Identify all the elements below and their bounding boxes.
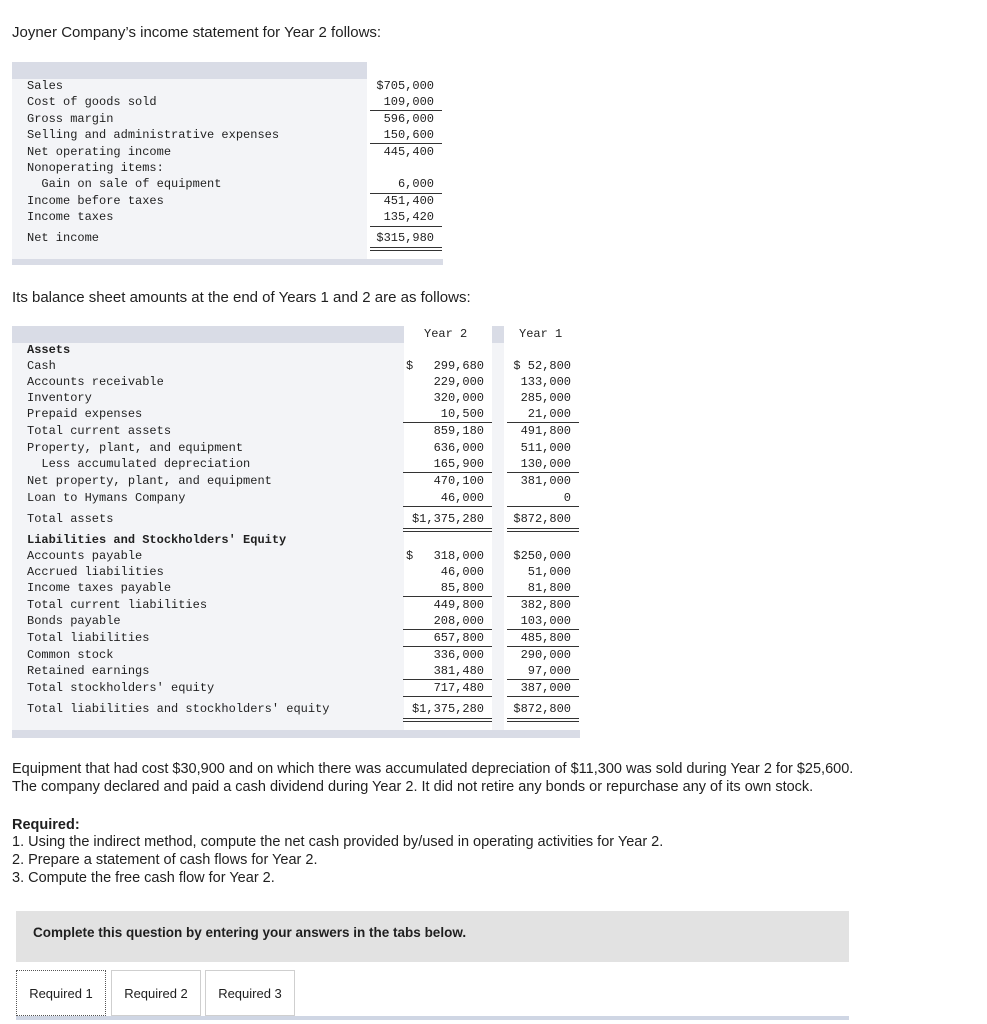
table-row: Accounts receivable 229,000 133,000 [27,375,571,389]
double-underline [370,250,442,251]
required-item: 1. Using the indirect method, compute the net cash provided by/used in operating activities for Year 2. [12,834,664,850]
table-row: Sales $705,000 [27,79,434,93]
balance-intro-text: Its balance sheet amounts at the end of Years 1 and 2 are as follows: [12,289,471,306]
balance-sheet-table [12,326,580,738]
table-row: Total current assets 859,180 491,800 [27,424,571,438]
table-row: Selling and administrative expenses 150,600 [27,128,434,142]
tab-required-3[interactable]: Required 3 [205,970,295,1016]
table-row: Assets [27,343,71,357]
table-row: Total liabilities 657,800 485,800 [27,631,571,645]
table-row: Property, plant, and equipment 636,000 511,000 [27,441,571,455]
equipment-paragraph: Equipment that had cost $30,900 and on which there was accumulated depreciation of $11,300 was sold during Year 2 for $25,600. [12,761,854,777]
underline [403,506,492,507]
table-row: Total current liabilities 449,800 382,800 [27,598,571,612]
table-row: Net operating income 445,400 [27,145,434,159]
table-row: Cost of goods sold 109,000 [27,95,434,109]
table-footer-bar [12,259,443,265]
underline [507,629,579,630]
table-row: Nonoperating items: [27,161,164,175]
table-row: Retained earnings 381,480 97,000 [27,664,571,678]
underline [370,110,442,111]
double-underline [403,531,492,532]
underline [507,472,579,473]
underline [403,696,492,697]
underline [403,679,492,680]
double-underline [403,528,492,529]
double-underline [403,718,492,719]
table-row: Liabilities and Stockholders' Equity [27,533,287,547]
dividend-paragraph: The company declared and paid a cash dividend during Year 2. It did not retire any bonds or repurchase any of its own stock. [12,779,814,795]
table-row: Total assets $1,375,280 $872,800 [27,512,571,526]
underline [507,506,579,507]
tab-required-1[interactable]: Required 1 [16,970,106,1016]
double-underline [507,718,579,719]
required-item: 2. Prepare a statement of cash flows for Year 2. [12,852,318,868]
double-underline [507,721,579,722]
underline [507,646,579,647]
column-header-year1: Year 1 [519,327,563,341]
instruction-text: Complete this question by entering your answers in the tabs below. [33,925,467,940]
table-row: Bonds payable 208,000 103,000 [27,614,571,628]
table-row: Less accumulated depreciation 165,900 130,000 [27,457,571,471]
underline [403,472,492,473]
table-row: Gain on sale of equipment 6,000 [27,177,434,191]
underline [370,226,442,227]
double-underline [507,531,579,532]
underline [507,696,579,697]
table-row: Prepaid expenses 10,500 21,000 [27,407,571,421]
double-underline [507,528,579,529]
column-header-year2: Year 2 [424,327,468,341]
table-row: Gross margin 596,000 [27,112,434,126]
table-row: Inventory 320,000 285,000 [27,391,571,405]
table-row: Income taxes 135,420 [27,210,434,224]
underline [403,596,492,597]
underline [507,679,579,680]
underline [370,143,442,144]
table-row: Cash $ 299,680 $ 52,800 [27,359,571,373]
table-row: Loan to Hymans Company 46,000 0 [27,491,571,505]
table-row: Total stockholders' equity 717,480 387,000 [27,681,571,695]
instruction-banner [16,911,849,962]
intro-text: Joyner Company’s income statement for Year 2 follows: [12,24,382,41]
required-item: 3. Compute the free cash flow for Year 2. [12,870,275,886]
underline [507,422,579,423]
required-heading: Required: [12,817,80,833]
table-row: Accounts payable $ 318,000 $250,000 [27,549,571,563]
underline [403,646,492,647]
table-footer-bar [12,730,580,738]
table-row: Income before taxes 451,400 [27,194,434,208]
table-row: Common stock 336,000 290,000 [27,648,571,662]
table-row: Accrued liabilities 46,000 51,000 [27,565,571,579]
table-row: Net property, plant, and equipment 470,100 381,000 [27,474,571,488]
tab-required-2[interactable]: Required 2 [111,970,201,1016]
table-row: Income taxes payable 85,800 81,800 [27,581,571,595]
income-statement-table [12,62,443,265]
double-underline [403,721,492,722]
table-header-bar [12,326,580,343]
underline [403,629,492,630]
underline [507,596,579,597]
table-row: Total liabilities and stockholders' equity $1,375,280 $872,800 [27,702,571,716]
double-underline [370,247,442,248]
table-row: Net income $315,980 [27,231,434,245]
underline [403,422,492,423]
tab-panel-edge [16,1016,849,1020]
